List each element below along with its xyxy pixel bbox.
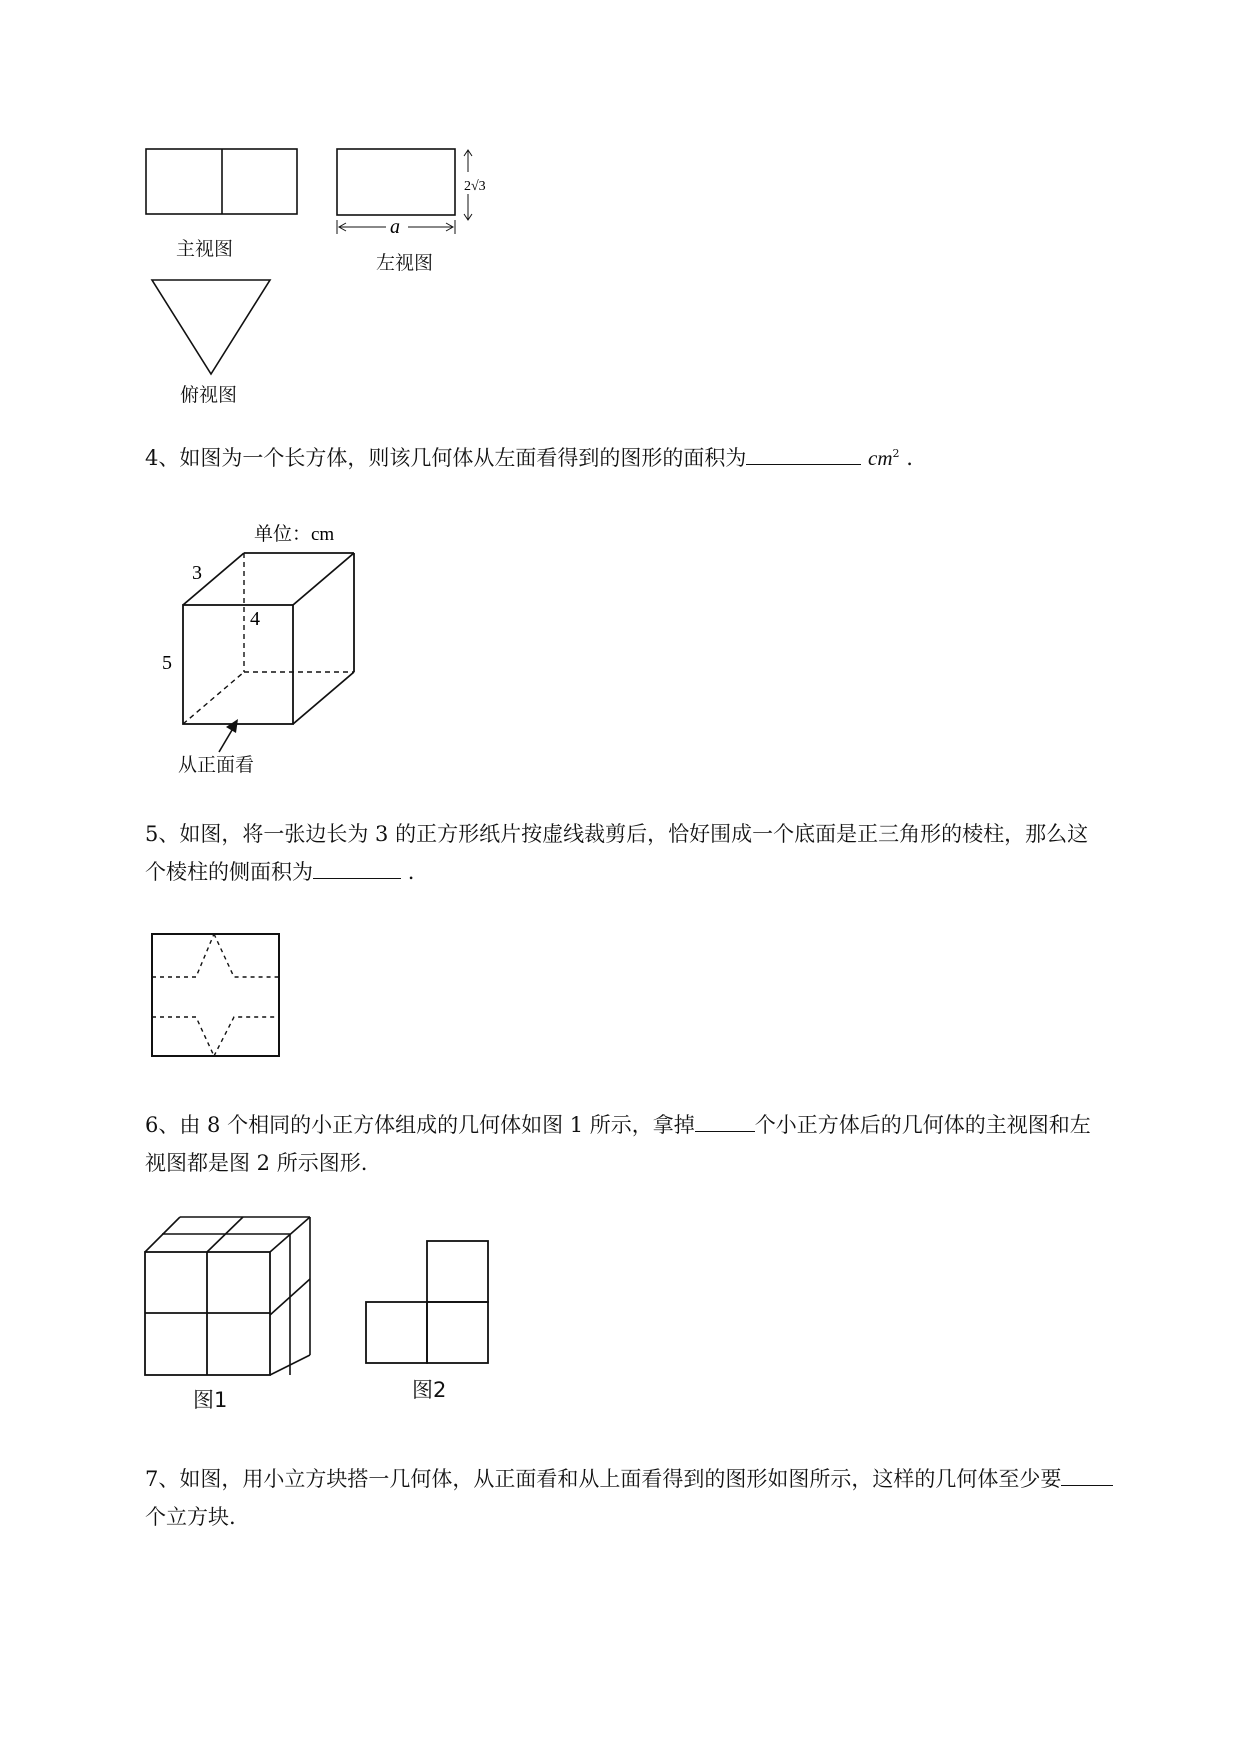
- cube-stack-figure-1: [145, 1215, 315, 1375]
- length-5-label: 5: [162, 652, 172, 674]
- length-3-label: 3: [192, 562, 202, 584]
- q5-line2: 个棱柱的侧面积为: [145, 860, 313, 884]
- view-from-front-label: 从正面看: [178, 754, 255, 776]
- q7-line2: 个立方块.: [145, 1505, 236, 1529]
- q4-answer-blank[interactable]: [746, 444, 861, 465]
- q7-answer-blank[interactable]: [1061, 1465, 1113, 1486]
- square-paper-figure: [150, 932, 285, 1060]
- cuboid-figure: [150, 520, 390, 740]
- left-view-figure: [336, 148, 496, 238]
- q4-text: 4、如图为一个长方体，则该几何体从左面看得到的图形的面积为: [145, 446, 747, 470]
- q5-line1: 5、如图，将一张边长为 3 的正方形纸片按虚线裁剪后，恰好围成一个底面是正三角形的棱柱，那么这: [145, 822, 1089, 846]
- view-figure-2: [365, 1239, 495, 1365]
- q4-end: .: [906, 446, 913, 470]
- top-view-caption: 俯视图: [180, 384, 238, 406]
- front-view-caption: 主视图: [176, 238, 234, 260]
- fig1-caption: 图1: [193, 1388, 228, 1412]
- q5-end: .: [407, 860, 415, 884]
- top-view-figure: [150, 278, 275, 378]
- q4-unit: cm: [868, 446, 893, 470]
- question-6: [145, 1106, 1155, 1182]
- q7-line1: 7、如图，用小立方块搭一几何体，从正面看和从上面看得到的图形如图所示，这样的几何体至少要: [145, 1467, 1062, 1491]
- q6-line1a: 6、由 8 个相同的小正方体组成的几何体如图 1 所示，拿掉: [145, 1113, 695, 1137]
- unit-label: 单位：cm: [254, 524, 335, 545]
- front-view-figure: [145, 148, 300, 218]
- fig2-caption: 图2: [412, 1378, 447, 1402]
- dim-height-label: 2√3: [464, 179, 486, 194]
- q6-line2: 视图都是图 2 所示图形.: [145, 1151, 368, 1175]
- q6-line1b: 个小正方体后的几何体的主视图和左: [754, 1113, 1091, 1137]
- dim-width-label: a: [390, 216, 400, 238]
- left-view-caption: 左视图: [376, 252, 434, 274]
- q6-answer-blank[interactable]: [695, 1111, 755, 1132]
- q4-unit-sup: 2: [892, 447, 900, 460]
- question-7: [145, 1460, 1155, 1536]
- q5-answer-blank[interactable]: [313, 858, 401, 879]
- question-4: [145, 435, 1155, 477]
- length-4-label: 4: [250, 608, 260, 630]
- question-5: [145, 815, 1155, 891]
